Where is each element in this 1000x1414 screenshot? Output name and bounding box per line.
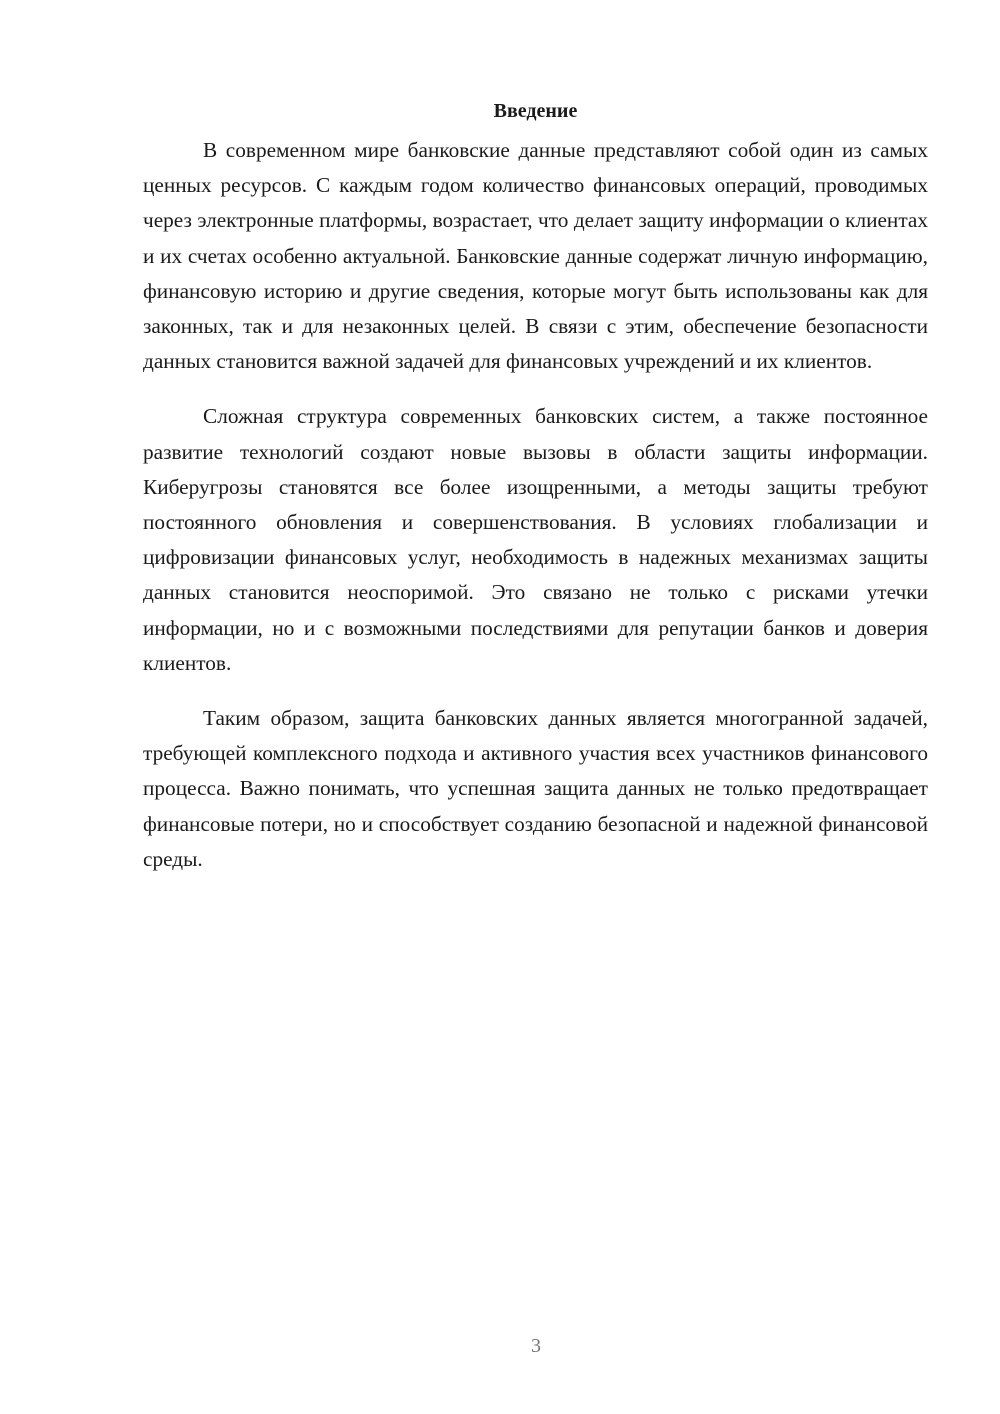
page-number: 3 [531,1335,541,1357]
page-content [143,97,928,897]
paragraph-1: В современном мире банковские данные представляют собой один из самых ценных ресурсов. С каждым годом количество финансовых операций, проводимых через электронные платформы, возрастает, что делает защиту информации о клиентах и их счетах особенно актуальной. Банковские данные содержат личную информацию, финансовую историю и другие сведения, которые могут быть использованы как для законных, так и для незаконных целей. В связи с этим, обеспечение безопасности данных становится важной задачей для финансовых учреждений и их клиентов. [143,138,928,374]
paragraph-3: Таким образом, защита банковских данных является многогранной задачей, требующей комплексного подхода и активного участия всех участников финансового процесса. Важно понимать, что успешная защита данных не только предотвращает финансовые потери, но и способствует созданию безопасной и надежной финансовой среды. [143,706,928,871]
section-title: Введение [493,100,578,122]
paragraph-2: Сложная структура современных банковских систем, а также постоянное развитие технологий создают новые вызовы в области защиты информации. Киберугрозы становятся все более изощренными, а методы защиты требуют постоянного обновления и совершенствования. В условиях глобализации и цифровизации финансовых услуг, необходимость в надежных механизмах защиты данных становится неоспоримой. Это связано не только с рисками утечки информации, но и с возможными последствиями для репутации банков и доверия клиентов. [143,404,928,675]
